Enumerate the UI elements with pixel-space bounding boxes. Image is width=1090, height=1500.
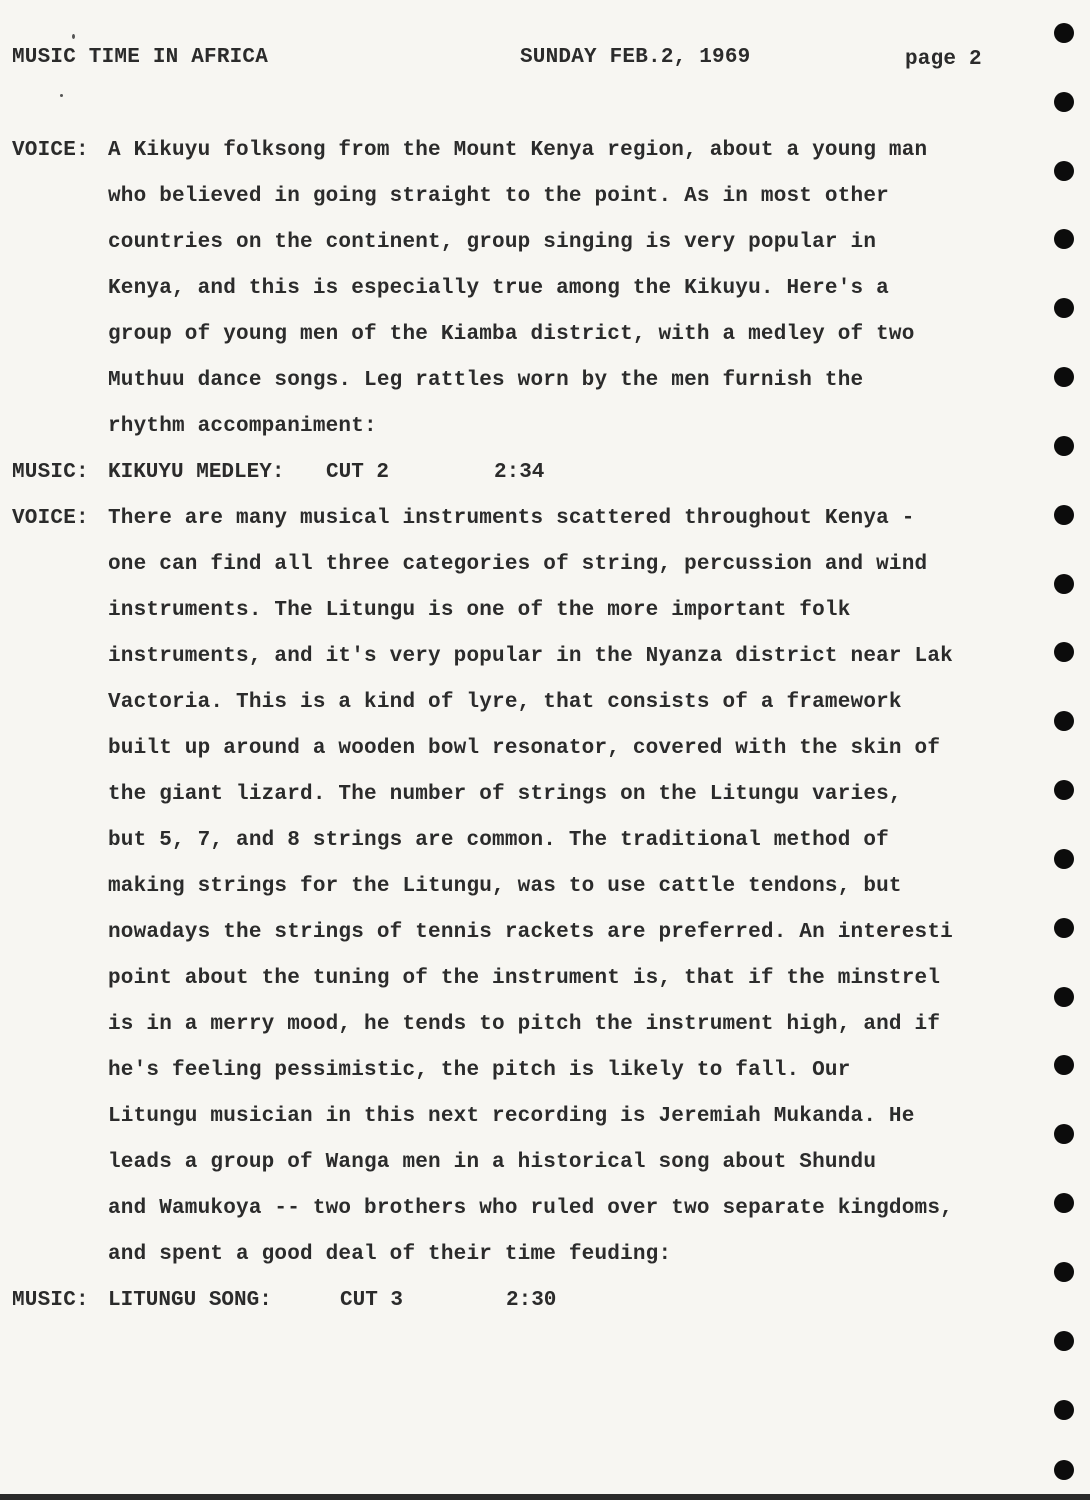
voice-line: is in a merry mood, he tends to pitch the instrument high, and if	[108, 1013, 941, 1036]
perforation-hole	[1054, 1460, 1074, 1480]
perforation-hole	[1054, 298, 1074, 318]
perforation-hole	[1054, 23, 1074, 43]
voice-line: leads a group of Wanga men in a historical song about Shundu	[108, 1151, 877, 1174]
voice-line: he's feeling pessimistic, the pitch is likely to fall. Our	[108, 1059, 851, 1082]
music-cue-time: 2:34	[494, 461, 545, 484]
perforation-hole	[1054, 849, 1074, 869]
perforation-hole	[1054, 367, 1074, 387]
voice-line: instruments, and it's very popular in the Nyanza district near Lak	[108, 645, 953, 668]
music-cue-title: LITUNGU SONG:	[108, 1289, 272, 1312]
perforation-hole	[1054, 161, 1074, 181]
voice-line: Litungu musician in this next recording is Jeremiah Mukanda. He	[108, 1105, 915, 1128]
perforation-hole	[1054, 711, 1074, 731]
voice-line: rhythm accompaniment:	[108, 415, 377, 438]
voice-line: making strings for the Litungu, was to use cattle tendons, but	[108, 875, 902, 898]
perforation-hole	[1054, 1400, 1074, 1420]
paper-speck	[72, 34, 75, 39]
paper-speck	[60, 94, 63, 97]
program-title: MUSIC TIME IN AFRICA	[12, 46, 269, 69]
voice-line: but 5, 7, and 8 strings are common. The traditional method of	[108, 829, 889, 852]
voice-line: who believed in going straight to the point. As in most other	[108, 185, 889, 208]
voice-line: countries on the continent, group singing is very popular in	[108, 231, 877, 254]
voice-line: nowadays the strings of tennis rackets are preferred. An interesti	[108, 921, 953, 944]
perforation-hole	[1054, 574, 1074, 594]
music-cue-cut: CUT 3	[340, 1289, 404, 1312]
broadcast-date: SUNDAY FEB.2, 1969	[520, 46, 751, 69]
voice-line: There are many musical instruments scattered throughout Kenya -	[108, 507, 915, 530]
music-cue-time: 2:30	[506, 1289, 557, 1312]
perforation-hole	[1054, 92, 1074, 112]
music-cue-cut: CUT 2	[326, 461, 390, 484]
perforation-hole	[1054, 1193, 1074, 1213]
perforation-hole	[1054, 1262, 1074, 1282]
perforation-hole	[1054, 505, 1074, 525]
entry-label-music: MUSIC:	[12, 1289, 89, 1312]
page-number: page 2	[905, 48, 982, 71]
voice-line: A Kikuyu folksong from the Mount Kenya region, about a young man	[108, 139, 928, 162]
perforation-hole	[1054, 1055, 1074, 1075]
perforation-hole	[1054, 642, 1074, 662]
perforation-hole	[1054, 436, 1074, 456]
voice-line: built up around a wooden bowl resonator, covered with the skin of	[108, 737, 941, 760]
voice-line: Muthuu dance songs. Leg rattles worn by the men furnish the	[108, 369, 864, 392]
entry-label-voice: VOICE:	[12, 139, 89, 162]
voice-line: and spent a good deal of their time feuding:	[108, 1243, 672, 1266]
entry-label-voice: VOICE:	[12, 507, 89, 530]
perforation-hole	[1054, 918, 1074, 938]
perforation-hole	[1054, 229, 1074, 249]
voice-line: group of young men of the Kiamba district, with a medley of two	[108, 323, 915, 346]
voice-line: instruments. The Litungu is one of the more important folk	[108, 599, 851, 622]
voice-line: the giant lizard. The number of strings on the Litungu varies,	[108, 783, 902, 806]
perforation-hole	[1054, 1124, 1074, 1144]
voice-line: and Wamukoya -- two brothers who ruled over two separate kingdoms,	[108, 1197, 953, 1220]
entry-label-music: MUSIC:	[12, 461, 89, 484]
voice-line: point about the tuning of the instrument is, that if the minstrel	[108, 967, 941, 990]
page-bottom-edge	[0, 1494, 1090, 1500]
perforation-hole	[1054, 780, 1074, 800]
music-cue-title: KIKUYU MEDLEY:	[108, 461, 285, 484]
perforation-hole	[1054, 1331, 1074, 1351]
voice-line: one can find all three categories of string, percussion and wind	[108, 553, 928, 576]
voice-line: Kenya, and this is especially true among the Kikuyu. Here's a	[108, 277, 889, 300]
voice-line: Vactoria. This is a kind of lyre, that consists of a framework	[108, 691, 902, 714]
perforation-hole	[1054, 987, 1074, 1007]
